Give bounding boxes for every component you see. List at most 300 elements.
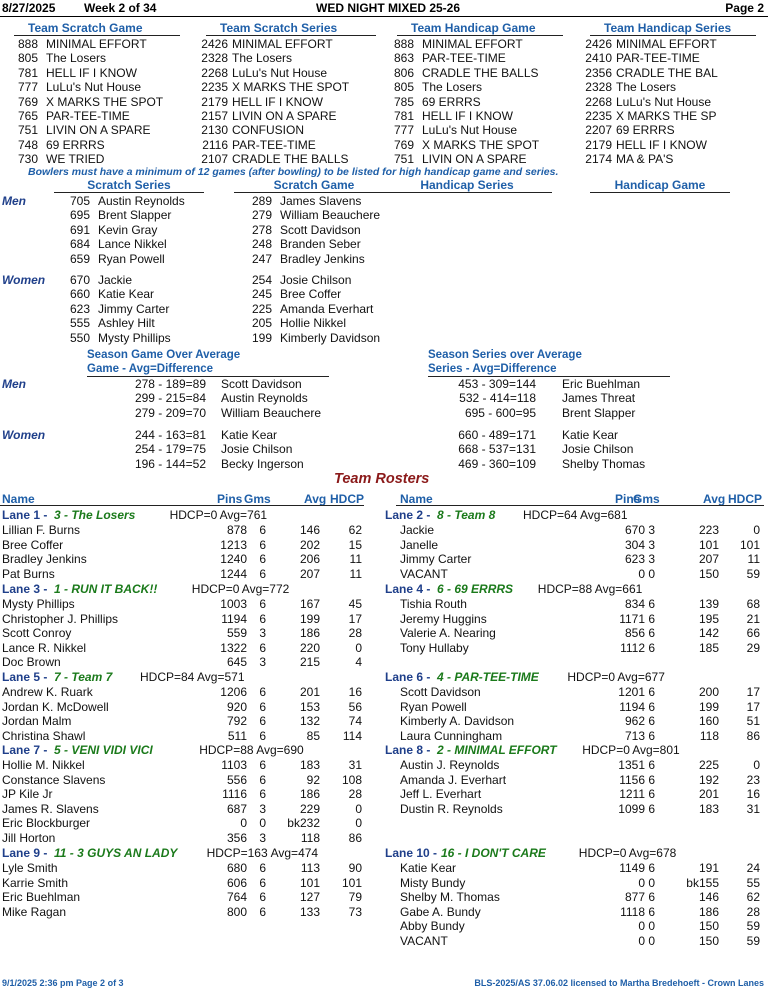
team-high-score: 2179 [585,137,612,152]
over-avg-calc: 254 - 179=75 [134,442,206,457]
over-avg-name: Eric Buehlman [562,377,641,391]
footer-timestamp: 9/1/2025 2:36 pm Page 2 of 3 [2,978,124,988]
player-games: 6 [259,904,266,919]
indiv-name: William Beauchere [280,208,381,223]
roster-header-hdcp: HDCP [728,492,763,506]
lane-label: Lane 2 - [385,508,431,522]
player-games: 6 [648,626,655,641]
team-name: 11 - 3 GUYS AN LADY [54,846,178,860]
player-name: Abby Bundy [400,919,465,934]
team-high-score: 2174 [585,152,612,167]
player-hdcp: 17 [746,699,760,714]
team-high-score: 2426 [585,37,612,51]
team-high-score: 2268 [201,65,228,80]
team-avg: Avg=681 [580,508,628,522]
player-pins: 920 [226,699,247,714]
team-high-score: 888 [17,37,38,51]
player-pins: 1244 [220,566,247,581]
team-high-score: 2107 [201,152,228,167]
player-avg: 153 [299,699,320,714]
player-pins: 1240 [220,552,247,567]
team-name: 4 - PAR-TEE-TIME [437,670,539,684]
team-high-team: MINIMAL EFFORT [422,37,523,51]
player-avg: 113 [300,861,320,875]
player-name: Jordan K. McDowell [2,699,109,714]
player-games: 6 [259,597,266,611]
team-hdcp: HDCP=163 [206,846,268,860]
player-games: 6 [259,523,266,537]
player-games: 6 [259,699,266,714]
player-avg: 160 [698,714,719,729]
player-games: 6 [648,772,655,787]
series-over-avg-title: Season Series over Average [428,349,582,361]
indiv-score: 205 [251,316,272,331]
player-avg: 201 [698,787,719,802]
team-high-score: 2268 [585,94,612,109]
player-pins: 0 [638,875,645,890]
team-high-score: 781 [17,65,38,80]
player-avg: 223 [698,523,719,537]
player-name: Pat Burns [2,566,55,581]
player-hdcp: 28 [348,787,362,802]
team-high-score: 888 [393,37,414,51]
player-hdcp: 101 [341,875,362,890]
player-avg: 167 [299,597,320,611]
player-hdcp: 0 [753,523,760,537]
player-hdcp: 11 [349,552,362,567]
player-name: Bree Coffer [2,537,64,552]
player-games: 6 [648,685,655,699]
player-hdcp: 4 [355,655,362,670]
player-hdcp: 66 [746,626,760,641]
team-high-team: LuLu's Nut House [422,123,518,138]
player-hdcp: 51 [746,714,760,729]
indiv-name: Austin Reynolds [98,194,185,208]
team-high-team: PAR-TEE-TIME [422,51,506,66]
player-name: Austin J. Reynolds [400,758,500,772]
player-pins: 878 [226,523,247,537]
roster-header-pins: Pins [217,492,243,506]
over-avg-name: Josie Chilson [562,442,634,457]
header-rule [0,16,768,17]
roster-header-name: Name [400,492,433,506]
indiv-name: Jimmy Carter [98,301,170,316]
indiv-score: 254 [251,273,272,287]
player-games: 6 [648,787,655,802]
indiv-score: 660 [69,287,90,302]
player-games: 6 [648,714,655,729]
team-high-score: 2235 [201,80,228,95]
over-avg-name: Katie Kear [221,428,278,442]
player-name: Jordan Malm [2,714,72,729]
player-name: Lyle Smith [2,861,58,875]
team-high-score: 2356 [585,65,612,80]
team-hdcp: HDCP=88 [537,582,593,596]
player-games: 6 [259,758,266,772]
player-games: 6 [259,640,266,655]
team-high-score: 805 [17,51,38,66]
player-name: Eric Buehlman [2,890,81,905]
player-pins: 1103 [221,758,247,772]
team-high-team: LuLu's Nut House [46,80,142,95]
player-hdcp: 23 [746,772,760,787]
player-pins: 1156 [619,772,645,787]
player-avg: 150 [698,934,719,948]
player-pins: 1211 [619,787,645,802]
rosters-title: Team Rosters [334,471,430,487]
over-avg-name: Shelby Thomas [562,456,646,471]
indiv-score: 684 [69,237,90,252]
roster-header-gms: Gms [244,492,271,506]
player-avg: 186 [698,904,719,919]
player-hdcp: 56 [348,699,362,714]
player-games: 6 [259,552,266,567]
player-hdcp: 29 [746,640,760,655]
team-high-team: PAR-TEE-TIME [616,51,700,66]
team-high-team: The Losers [46,51,107,66]
player-pins: 1322 [220,640,247,655]
men-label: Men [2,194,26,208]
team-high-team: LuLu's Nut House [616,94,712,109]
game-over-avg-subtitle: Game - Avg=Difference [87,363,329,377]
player-pins: 623 [624,552,645,567]
player-name: Christina Shawl [2,728,86,743]
player-hdcp: 74 [348,714,362,729]
team-high-team: LuLu's Nut House [232,65,328,80]
player-avg: 200 [698,685,719,699]
player-pins: 1118 [620,904,645,919]
team-avg: Avg=801 [632,743,680,757]
player-name: VACANT [400,934,448,948]
team-high-team: HELL IF I KNOW [616,137,707,152]
women-label: Women [2,428,46,442]
team-high-team: 69 ERRRS [422,94,481,109]
player-pins: 511 [227,728,247,743]
player-avg: 186 [299,626,320,641]
roster-header-gms: Gms [633,492,660,506]
indiv-name: Brent Slapper [98,208,172,223]
player-name: Eric Blockburger [2,816,91,831]
team-high-team: LIVIN ON A SPARE [232,109,337,123]
lane-label: Lane 1 - [2,508,48,522]
player-avg: 215 [299,655,320,670]
team-name: 8 - Team 8 [437,508,496,522]
team-high-score: 2328 [585,80,612,95]
player-name: Jackie [400,523,435,537]
team-high-team: The Losers [422,80,483,95]
indiv-score: 550 [69,330,90,345]
team-hdcp: HDCP=0 [191,582,240,596]
indiv-score: 279 [251,208,272,223]
team-high-team: MA & PA'S [616,152,674,167]
player-games: 0 [648,875,655,890]
team-hdcp: HDCP=0 [567,670,616,684]
team-high-score: 2179 [201,94,228,109]
over-avg-calc: 660 - 489=171 [458,428,536,442]
player-pins: 680 [226,861,247,875]
player-hdcp: 24 [746,861,760,875]
player-avg: 185 [698,640,719,655]
indiv-name: Mysty Phillips [98,330,171,345]
player-avg: 85 [306,728,320,743]
player-games: 6 [648,640,655,655]
player-hdcp: 0 [355,816,362,831]
team-high-score: 748 [17,137,38,152]
over-avg-calc: 279 - 209=70 [134,405,206,420]
player-games: 6 [259,728,266,743]
player-pins: 962 [624,714,645,729]
player-hdcp: 59 [746,934,760,948]
week-label: Week 2 of 34 [84,1,157,15]
women-label: Women [2,273,46,287]
player-games: 6 [259,611,266,626]
lane-label: Lane 6 - [385,670,431,684]
player-games: 0 [259,816,266,831]
player-games: 6 [648,699,655,714]
player-avg: 183 [299,758,320,772]
league-title: WED NIGHT MIXED 25-26 [316,1,461,15]
team-high-team: CRADLE THE BALLS [422,65,539,80]
indiv-name: Josie Chilson [280,273,352,287]
player-name: Bradley Jenkins [2,552,87,567]
player-avg: 192 [698,772,719,787]
player-name: Hollie M. Nikkel [2,758,85,772]
player-pins: 1194 [619,699,645,714]
team-high-team: X MARKS THE SPOT [422,137,540,152]
player-avg: bk155 [686,875,719,890]
roster-header-hdcp: HDCP [330,492,365,506]
player-hdcp: 62 [348,523,362,537]
over-avg-calc: 453 - 309=144 [458,377,536,391]
team-high-score: 2157 [201,109,228,123]
indiv-name: Bree Coffer [280,287,342,302]
team-high-score: 2410 [585,51,612,66]
player-pins: 834 [624,597,645,611]
over-avg-name: Scott Davidson [221,377,302,391]
player-name: Lance R. Nikkel [2,640,87,655]
player-avg: 133 [299,904,320,919]
player-name: Scott Davidson [400,685,481,699]
player-games: 3 [259,626,266,641]
player-avg: 150 [698,919,719,934]
player-hdcp: 101 [739,537,760,552]
player-hdcp: 114 [342,728,362,743]
indiv-score: 670 [69,273,90,287]
player-games: 6 [648,904,655,919]
player-games: 6 [648,801,655,816]
player-pins: 713 [624,728,645,743]
team-name: 7 - Team 7 [54,670,113,684]
player-hdcp: 86 [746,728,760,743]
indiv-name: Branden Seber [280,237,361,252]
player-games: 6 [259,875,266,890]
roster-header-avg: Avg [703,492,726,506]
player-pins: 0 [638,566,645,581]
player-name: Valerie A. Nearing [400,626,496,641]
player-hdcp: 0 [355,801,362,816]
player-hdcp: 55 [746,875,760,890]
indiv-score: 199 [251,330,272,345]
player-pins: 1149 [619,861,645,875]
indiv-score: 278 [251,222,272,237]
player-name: Karrie Smith [2,875,69,890]
team-high-score: 2207 [585,123,612,138]
indiv-col-title: Handicap Series [382,179,552,193]
roster-header-name: Name [2,492,35,506]
player-hdcp: 79 [348,890,362,905]
player-pins: 1213 [220,537,247,552]
team-high-team: X MARKS THE SP [616,109,717,123]
team-high-col-title: Team Handicap Series [590,22,756,36]
team-name: 5 - VENI VIDI VICI [54,743,153,757]
player-name: Misty Bundy [400,875,466,890]
player-name: JP Kile Jr [2,787,53,802]
team-high-team: LIVIN ON A SPARE [46,123,151,138]
team-high-team: CONFUSION [232,123,304,138]
player-pins: 1194 [221,611,247,626]
indiv-col-title: Scratch Game [234,179,394,193]
player-hdcp: 16 [746,787,760,802]
team-high-score: 769 [393,137,414,152]
indiv-score: 695 [69,208,90,223]
over-avg-calc: 299 - 215=84 [134,391,206,406]
team-high-team: 69 ERRRS [616,123,675,138]
over-avg-calc: 196 - 144=52 [134,456,206,471]
team-avg: Avg=678 [628,846,677,860]
team-high-col-title: Team Scratch Series [206,22,376,36]
report-date: 8/27/2025 [2,1,56,15]
team-high-team: PAR-TEE-TIME [232,137,316,152]
player-hdcp: 11 [349,566,362,581]
player-name: James R. Slavens [2,801,99,816]
team-high-score: 781 [393,109,414,123]
indiv-name: Ryan Powell [98,251,165,266]
over-avg-calc: 469 - 360=109 [458,456,536,471]
player-games: 6 [648,861,655,875]
player-avg: 202 [299,537,320,552]
indiv-name: Lance Nikkel [98,237,167,252]
team-name: 1 - RUN IT BACK!! [54,582,158,596]
player-avg: 150 [698,566,719,581]
team-name: 16 - I DON'T CARE [441,846,546,860]
player-name: Laura Cunningham [400,728,503,743]
player-avg: 132 [299,714,320,729]
team-high-team: LIVIN ON A SPARE [422,152,527,167]
player-avg: 183 [698,801,719,816]
team-high-team: MINIMAL EFFORT [616,37,717,51]
player-pins: 1171 [619,611,645,626]
player-hdcp: 11 [747,552,760,567]
player-games: 3 [648,537,655,552]
player-games: 0 [648,566,655,581]
lane-label: Lane 8 - [385,743,431,757]
player-hdcp: 108 [341,772,362,787]
min-games-note: Bowlers must have a minimum of 12 games (after bowling) to be listed for high handicap game and series. [28,166,559,178]
player-avg: 229 [299,801,320,816]
player-hdcp: 28 [746,904,760,919]
team-high-score: 751 [17,123,38,138]
player-name: Doc Brown [2,655,61,670]
team-high-team: HELL IF I KNOW [46,65,137,80]
player-games: 6 [648,597,655,611]
player-pins: 0 [240,816,247,831]
player-name: Constance Slavens [2,772,106,787]
over-avg-name: James Threat [562,391,636,406]
team-avg: Avg=772 [241,582,290,596]
player-pins: 877 [624,890,645,905]
over-avg-calc: 695 - 600=95 [464,405,536,420]
player-avg: 207 [698,552,719,567]
player-avg: 92 [306,772,320,787]
player-games: 3 [259,655,266,670]
player-games: 6 [259,685,266,699]
over-avg-calc: 278 - 189=89 [134,377,206,391]
player-games: 6 [259,890,266,905]
team-avg: Avg=690 [256,743,304,757]
over-avg-calc: 532 - 414=118 [459,391,536,406]
player-pins: 556 [226,772,247,787]
player-hdcp: 0 [753,758,760,772]
player-name: Shelby M. Thomas [400,890,500,905]
team-high-score: 785 [393,94,414,109]
footer-license: BLS-2025/AS 37.06.02 licensed to Martha Bredehoeft - Crown Lanes [474,978,764,988]
player-avg: 191 [698,861,719,875]
team-high-team: PAR-TEE-TIME [46,109,130,123]
player-pins: 1003 [220,597,247,611]
player-name: Mike Ragan [2,904,67,919]
player-hdcp: 31 [746,801,760,816]
player-name: Kimberly A. Davidson [400,714,515,729]
team-high-score: 777 [17,80,38,95]
player-pins: 0 [638,934,645,948]
over-avg-calc: 668 - 537=131 [458,442,536,457]
player-hdcp: 16 [348,685,362,699]
player-name: Ryan Powell [400,699,467,714]
team-high-score: 863 [393,51,414,66]
player-avg: 220 [299,640,320,655]
team-high-team: MINIMAL EFFORT [46,37,147,51]
team-high-score: 805 [393,80,414,95]
over-avg-name: Austin Reynolds [221,391,308,406]
player-name: Jeff L. Everhart [400,787,482,802]
roster-header-rule [0,505,364,506]
player-pins: 356 [226,831,247,845]
indiv-name: Ashley Hilt [98,316,155,331]
lane-label: Lane 5 - [2,670,48,684]
player-avg: 146 [698,890,719,905]
player-games: 3 [648,552,655,567]
team-high-team: The Losers [232,51,293,66]
indiv-name: Scott Davidson [280,222,361,237]
men-label: Men [2,377,26,391]
team-high-score: 777 [393,123,414,138]
team-high-score: 2328 [201,51,228,66]
team-avg: Avg=474 [270,846,319,860]
player-pins: 606 [226,875,247,890]
player-avg: 201 [299,685,320,699]
team-high-team: X MARKS THE SPOT [232,80,350,95]
player-games: 6 [259,772,266,787]
player-avg: 199 [299,611,320,626]
player-games: 6 [648,890,655,905]
indiv-name: Hollie Nikkel [280,316,347,331]
player-hdcp: 28 [348,626,362,641]
team-high-team: 69 ERRRS [46,137,105,152]
player-name: Jeremy Huggins [400,611,487,626]
lane-label: Lane 9 - [2,846,48,860]
player-pins: 670 [624,523,645,537]
indiv-score: 623 [69,301,90,316]
